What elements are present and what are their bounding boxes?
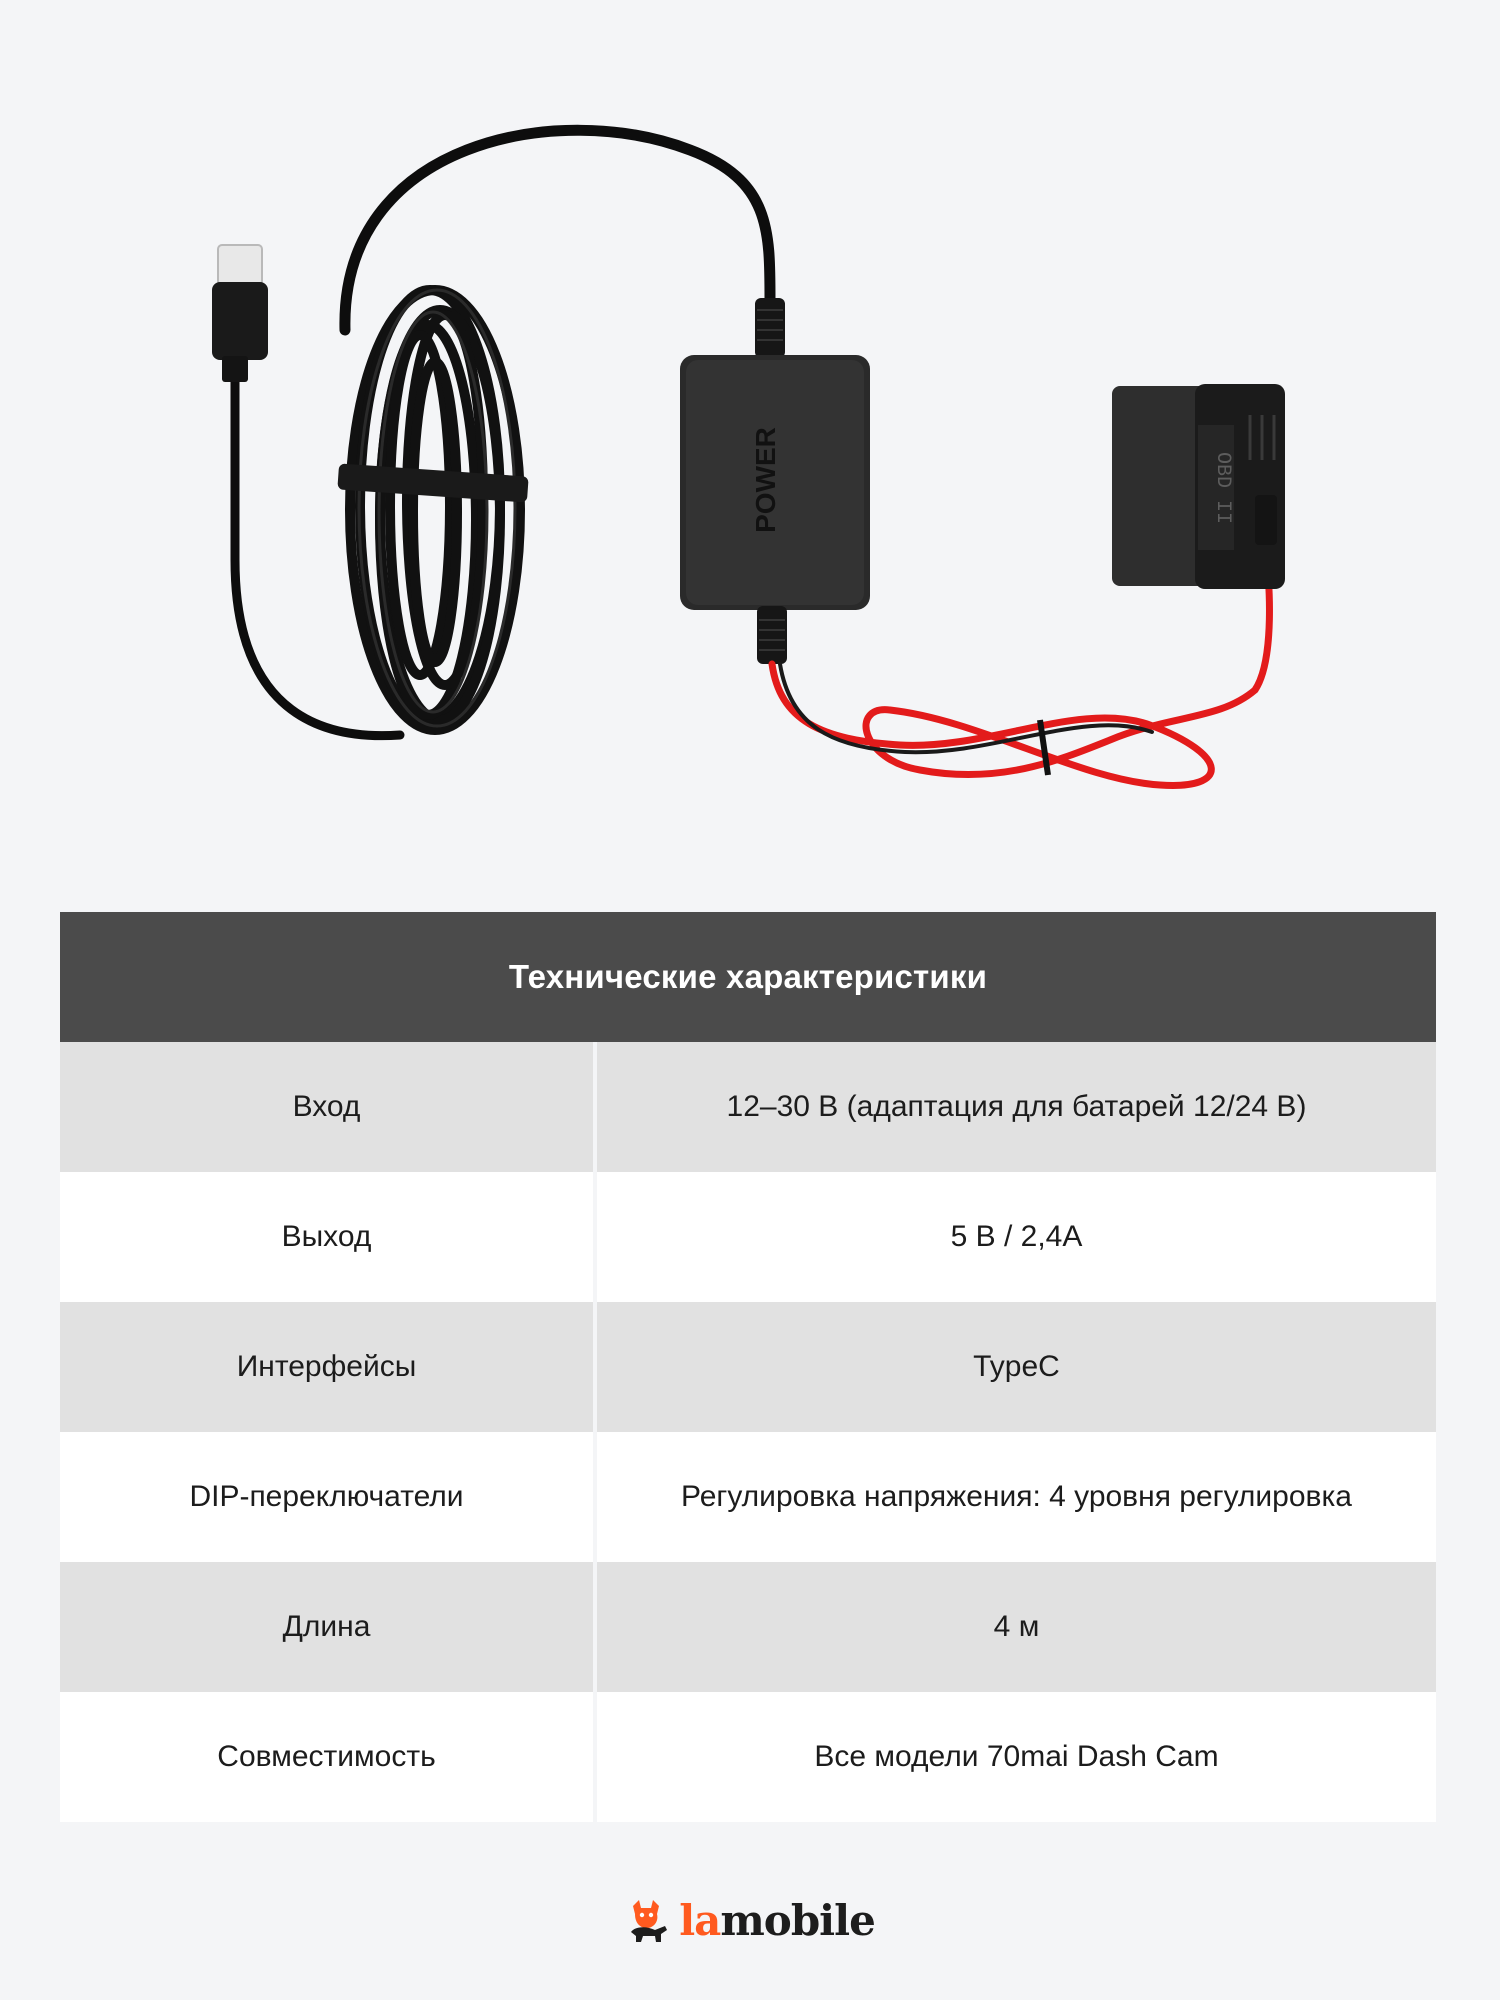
product-photo: [0, 0, 1500, 900]
brand-wordmark-la: la: [679, 1895, 721, 1945]
spec-row-dip-switches: [60, 1432, 1436, 1562]
specs-table: [60, 912, 1436, 1822]
spec-value: TypeC: [597, 1302, 1436, 1432]
spec-label: Интерфейсы: [60, 1302, 597, 1432]
spec-value: Регулировка напряжения: 4 уровня регулировка: [597, 1432, 1436, 1562]
spec-row-compatibility: [60, 1692, 1436, 1822]
box-label: POWER: [750, 427, 781, 533]
brand-wordmark-mobile: mobile: [720, 1895, 875, 1945]
spec-row-interfaces: [60, 1302, 1436, 1432]
spec-label: Совместимость: [60, 1692, 597, 1822]
spec-row-length: [60, 1562, 1436, 1692]
specs-title: Технические характеристики: [60, 912, 1436, 1042]
spec-row-output: [60, 1172, 1436, 1302]
spec-value: 12–30 В (адаптация для батарей 12/24 В): [597, 1042, 1436, 1172]
bull-bear-icon: [625, 1896, 673, 1944]
spec-value: 5 В / 2,4А: [597, 1172, 1436, 1302]
plug-label: OBD II: [1211, 451, 1234, 525]
spec-label: Вход: [60, 1042, 597, 1172]
brand-wordmark: [679, 1896, 875, 1945]
brand-logo: [0, 1885, 1500, 1955]
spec-label: Длина: [60, 1562, 597, 1692]
spec-label: Выход: [60, 1172, 597, 1302]
spec-row-input: [60, 1042, 1436, 1172]
spec-value: 4 м: [597, 1562, 1436, 1692]
spec-label: DIP-переключатели: [60, 1432, 597, 1562]
spec-value: Все модели 70mai Dash Cam: [597, 1692, 1436, 1822]
obd-power-cable-illustration: [0, 0, 1500, 900]
